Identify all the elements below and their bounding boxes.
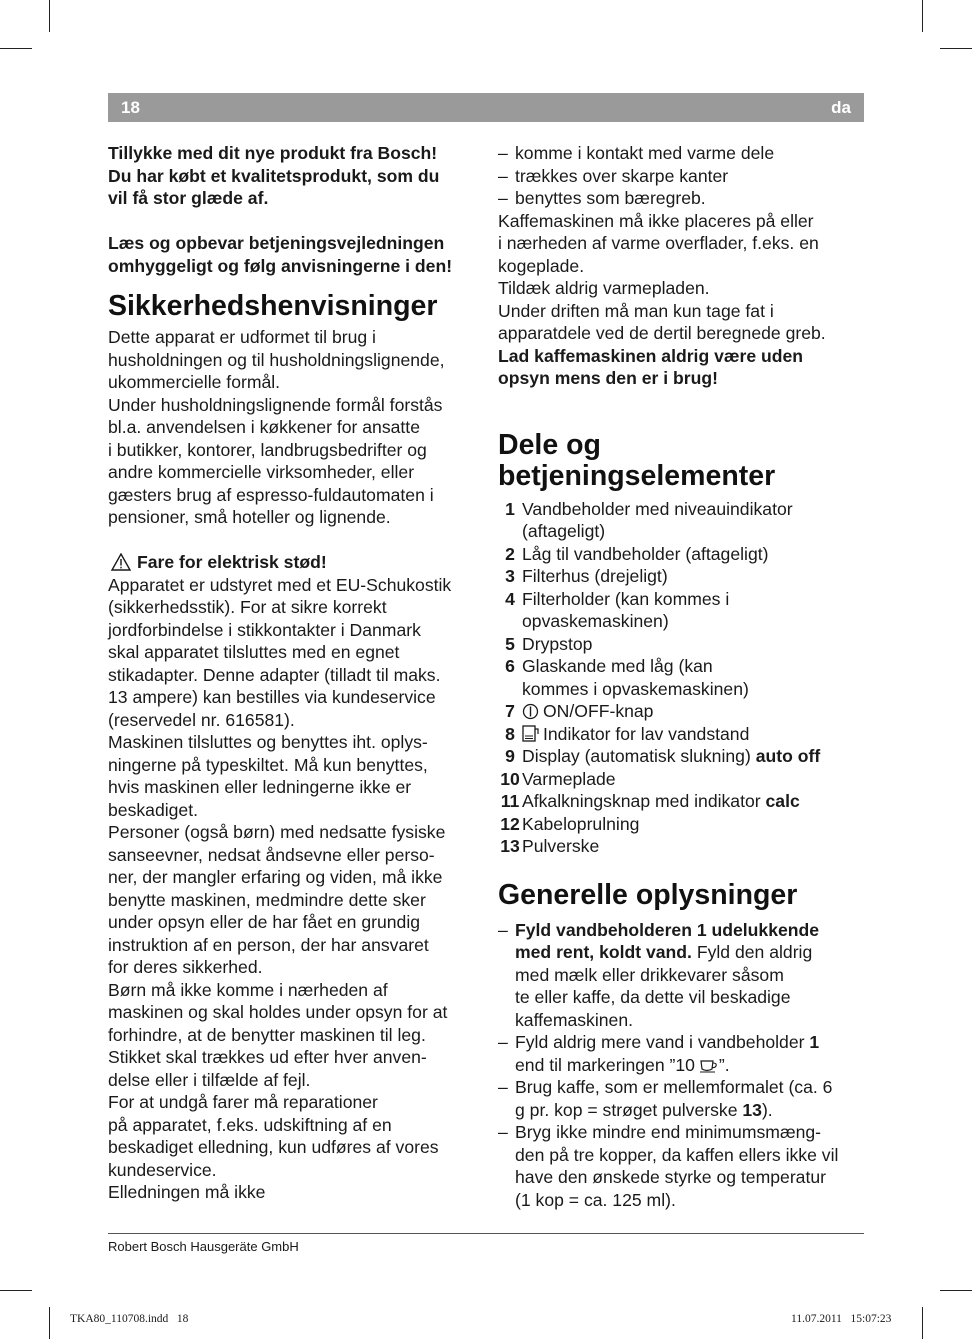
dash-list: [498, 142, 868, 210]
list-item: 11 Afkalkningsknap med indikator calc: [500, 791, 800, 811]
water-level-icon: [522, 725, 539, 743]
warning-title: Fare for elektrisk stød!: [137, 552, 327, 572]
warning-triangle-icon: [111, 553, 131, 571]
heading-safety: Sikkerhedshenvisninger: [108, 290, 438, 322]
safety-paragraph-1: Dette apparat er udformet til brug i husholdningen og til husholdningslignende, ukommercielle formål. Under husholdningslignende formål forstås bl.a. anvendelsen i køkkener for ansatte i butikker, kontorer, landbrugsbedrifter og andre kommercielle virksomheder, eller gæsters brug af espresso-fuldautomaten i pensioner, små hoteller og lignende.: [108, 327, 445, 527]
list-item: 10 Varmeplade: [500, 768, 616, 789]
heading-parts: Dele og betjeningselementer: [498, 428, 776, 492]
page-number: 18: [121, 98, 140, 117]
list-item: – Fyld aldrig mere vand i vandbeholder 1 end til markeringen ”10 ”.: [498, 1032, 820, 1075]
warning-heading: [108, 551, 478, 574]
crop-mark: [922, 1307, 923, 1339]
list-item: 4 Filterholder (kan kommes i opvaskemaskinen): [505, 588, 730, 631]
list-item: 7 ON/OFF-knap: [505, 701, 654, 721]
crop-mark: [940, 48, 972, 49]
heading-general: Generelle oplysninger: [498, 878, 798, 911]
cup-icon: [700, 1059, 719, 1073]
crop-mark: [940, 1290, 972, 1291]
list-item: – Brug kaffe, som er mellemformalet (ca. 6 g pr. kop = strøget pulverske 13).: [498, 1077, 833, 1120]
slug-filename: TKA80_110708.indd 18: [70, 1313, 189, 1325]
crop-mark: [49, 0, 50, 32]
list-item: 8 Indikator for lav vandstand: [505, 723, 750, 744]
list-item: 3 Filterhus (drejeligt): [505, 566, 668, 586]
crop-mark: [922, 0, 923, 32]
placement-paragraph: Kaffemaskinen må ikke placeres på eller i nærheden af varme overflader, f.eks. en kogeplade. Tildæk aldrig varmepladen. Under driften må man kun tage fat i apparatdele ved de dertil beregnede greb.: [498, 210, 826, 343]
list-item: – benyttes som bæregreb.: [498, 188, 706, 208]
crop-mark: [0, 48, 32, 49]
footer-company: Robert Bosch Hausgeräte GmbH: [108, 1239, 299, 1254]
list-item: 9 Display (automatisk slukning) auto off: [505, 746, 821, 766]
list-item: 1 Vandbeholder med niveauindikator (aftageligt): [505, 498, 793, 541]
list-item: – Bryg ikke mindre end minimumsmæng- den på tre kopper, da kaffen ellers ikke vil have den ønskede styrke og temperatur (1 kop = ca. 125 ml).: [498, 1122, 839, 1210]
list-item: – Fyld vandbeholderen 1 udelukkende med rent, koldt vand. Fyld den aldrig med mælk eller drikkevarer såsom te eller kaffe, da dette vil beskadige kaffemaskinen.: [498, 919, 820, 1030]
parts-list: [498, 498, 868, 858]
list-item: 5 Drypstop: [505, 633, 593, 654]
list-item: – trækkes over skarpe kanter: [498, 165, 729, 186]
page-header-bar: [108, 93, 864, 122]
left-column: [108, 142, 478, 1204]
right-column: [498, 142, 868, 1211]
footer-divider: [108, 1233, 864, 1234]
power-icon: [522, 703, 539, 720]
list-item: 13 Pulverske: [500, 836, 600, 856]
list-item: 12 Kabeloprulning: [500, 813, 640, 834]
intro-read-manual: Læs og opbevar betjeningsvejledningen omhyggeligt og følg anvisningerne i den!: [108, 233, 453, 276]
slug-timestamp: 11.07.2011 15:07:23: [791, 1313, 892, 1325]
list-item: 2 Låg til vandbeholder (aftageligt): [505, 543, 769, 564]
supervision-warning: Lad kaffemaskinen aldrig være uden opsyn mens den er i brug!: [498, 345, 804, 388]
list-item: 6 Glaskande med låg (kan kommes i opvaskemaskinen): [505, 656, 749, 699]
intro-congrats: Tillykke med dit nye produkt fra Bosch! Du har købt et kvalitetsprodukt, som du vil få stor glæde af.: [108, 143, 440, 208]
safety-paragraph-2: Apparatet er udstyret med et EU-Schukostik (sikkerhedsstik). For at sikre korrekt jordforbindelse i stikkontakter i Danmark skal apparatet tilsluttes med en egnet stikadapter. Denne adapter (tilladt til maks. 13 ampere) kan bestilles via kundeservice (reservedel nr. 616581). Maskinen tilsluttes og benyttes iht. oplys- ningerne på typeskiltet. Må kun benyttes, hvis maskinen eller ledningerne ikke er beskadiget. Personer (også børn) med nedsatte fysiske sanseevner, nedsat åndsevne eller perso- ner, der mangler erfaring og viden, må ikke benytte maskinen, medmindre dette sker under opsyn eller de har fået en grundig instruktion af en person, der har ansvaret for deres sikkerhed. Børn må ikke komme i nærheden af maskinen og skal holdes under opsyn for at forhindre, at de benytter maskinen til leg. Stikket skal trækkes ud efter hver anven- delse eller i tilfælde af fejl. For at undgå farer må reparationer på apparatet, f.eks. udskiftning af en beskadiget elledning, kun udføres af vores kundeservice. Elledningen må ikke: [108, 574, 452, 1202]
crop-mark: [49, 1307, 50, 1339]
crop-mark: [0, 1290, 32, 1291]
general-list: [498, 919, 868, 1212]
language-code: da: [831, 98, 851, 117]
list-item: – komme i kontakt med varme dele: [498, 143, 775, 163]
